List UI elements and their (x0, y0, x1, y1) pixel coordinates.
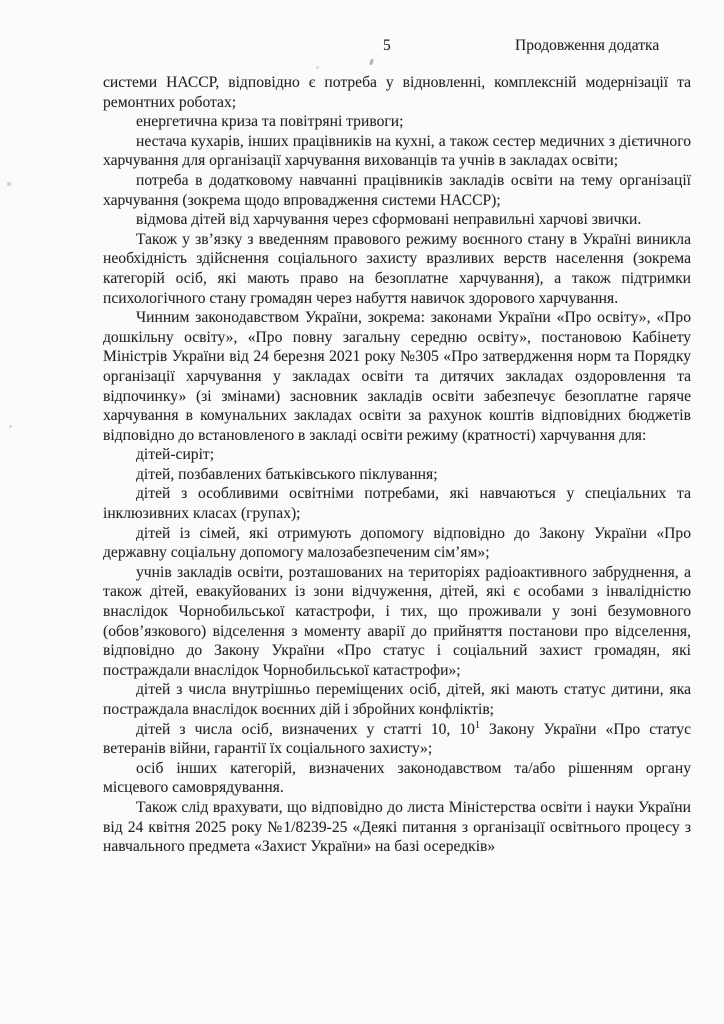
paragraph-training-need: потреба в додатковому навчанні працівників закладів освіти на тему організації харчування (зокрема щодо впровадження системи НАССР); (103, 171, 691, 209)
scan-speck (9, 425, 12, 428)
paragraph-continuation: системи НАССР, відповідно є потреба у відновленні, комплексній модернізації та ремонтних роботах; (103, 74, 691, 111)
scan-speck (316, 66, 319, 69)
list-item-deprived-care: дітей, позбавлених батьківського піклування; (136, 465, 438, 483)
paragraph-food-refusal: відмова дітей від харчування через сформовані неправильні харчові звички. (136, 211, 642, 229)
paragraph-staff-shortage: нестача кухарів, інших працівників на кухні, а також сестер медичних з дієтичного харчування для організації харчування вихованців та учнів в закладах освіти; (103, 132, 691, 170)
list-item-low-income: дітей із сімей, які отримують допомогу відповідно до Закону України «Про державну соціальну допомогу малозабезпеченим сім’ям»; (103, 524, 691, 562)
list-item-orphans: дітей-сиріт; (136, 446, 215, 464)
superscript-footnote: 1 (474, 719, 480, 731)
page-number: 5 (383, 37, 391, 54)
paragraph-mon-letter: Також слід врахувати, що відповідно до листа Міністерства освіти і науки України від 24 квітня 2025 року №1/8239-25 «Деякі питання з організації освітнього процесу з навчального предмета «Захист України» на базі осередків» (103, 798, 691, 856)
list-item-displaced: дітей з числа внутрішньо переміщених осіб, дітей, які мають статус дитини, яка постраждала внаслідок воєнних дій і збройних конфліктів; (103, 681, 691, 718)
list-item-other-categories: осіб інших категорій, визначених законодавством та/або рішенням органу місцевого самоврядування. (103, 759, 691, 797)
list-item-special-needs: дітей з особливими освітніми потребами, які навчаються у спеціальних та інклюзивних класах (групах); (103, 485, 691, 523)
paragraph-legislation: Чинним законодавством України, зокрема: законами України «Про освіту», «Про дошкільну освіту», «Про повну загальну середню освіту», постановою Кабінету Міністрів України від 24 березня 2021 року №305 «Про затвердження норм та Порядку організації харчування у закладах освіти та дитячих закладах оздоровлення та відпочинку» (зі змінами) засновник закладів освіти забезпечує безоплатне гаряче харчування в комунальних закладах освіти за рахунок коштів відповідних бюджетів відповідно до встановленого в закладі освіти режиму (кратності) харчування для: (103, 309, 691, 444)
document-body (103, 73, 691, 857)
scan-speck (7, 182, 11, 186)
list-item-veterans (103, 720, 691, 759)
paragraph-martial-law: Також у зв’язку з введенням правового режиму воєнного стану в Україні виникла необхідність здійснення соціального захисту вразливих верств населення (зокрема категорій осіб, які мають право на безоплатне харчування), а також підтримки психологічного стану громадян через набуття навичок здорового харчування. (103, 230, 691, 307)
veterans-text-after: Закону України «Про статус ветеранів війни, гарантії їх соціального захисту»; (103, 720, 691, 758)
veterans-text-before: дітей з числа осіб, визначених у статті 10, 10 (136, 720, 475, 738)
continuation-note: Продовження додатка (515, 37, 660, 54)
paragraph-energy-crisis: енергетична криза та повітряні тривоги; (136, 113, 404, 131)
scan-speck (369, 59, 374, 66)
list-item-chornobyl: учнів закладів освіти, розташованих на територіях радіоактивного забруднення, а також дітей, евакуйованих із зони відчуження, дітей, які є особами з інвалідністю внаслідок Чорнобильської катастрофи, і тих, що проживали у зоні безумовного (обов’язкового) відселення з моменту аварії до прийняття постанови про відселення, відповідно до Закону України «Про статус і соціальний захист громадян, які постраждали внаслідок Чорнобильської катастрофи»; (103, 563, 691, 679)
